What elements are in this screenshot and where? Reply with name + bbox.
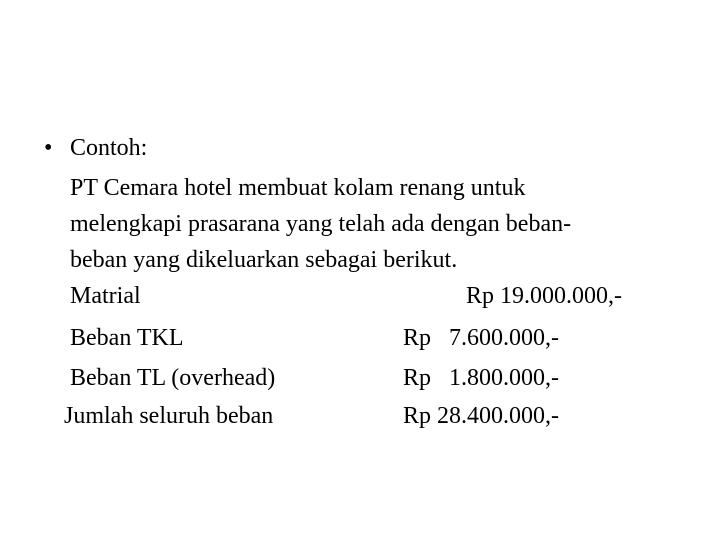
- item-label-beban-tkl: Beban TKL: [70, 325, 184, 351]
- item-value-beban-tkl: Rp 7.600.000,-: [403, 325, 559, 351]
- item-label-beban-tl: Beban TL (overhead): [70, 365, 276, 391]
- bullet-marker: •: [44, 135, 53, 161]
- heading-contoh: Contoh:: [70, 135, 148, 161]
- item-value-jumlah: Rp 28.400.000,-: [403, 403, 559, 429]
- item-value-beban-tl: Rp 1.800.000,-: [403, 365, 559, 391]
- paragraph-line-2: melengkapi prasarana yang telah ada dengan beban-: [70, 211, 572, 237]
- paragraph-line-3: beban yang dikeluarkan sebagai berikut.: [70, 247, 458, 273]
- paragraph-line-1: PT Cemara hotel membuat kolam renang untuk: [70, 175, 526, 201]
- item-value-matrial: Rp 19.000.000,-: [466, 283, 622, 309]
- item-label-matrial: Matrial: [70, 283, 141, 309]
- item-label-jumlah: Jumlah seluruh beban: [64, 403, 274, 429]
